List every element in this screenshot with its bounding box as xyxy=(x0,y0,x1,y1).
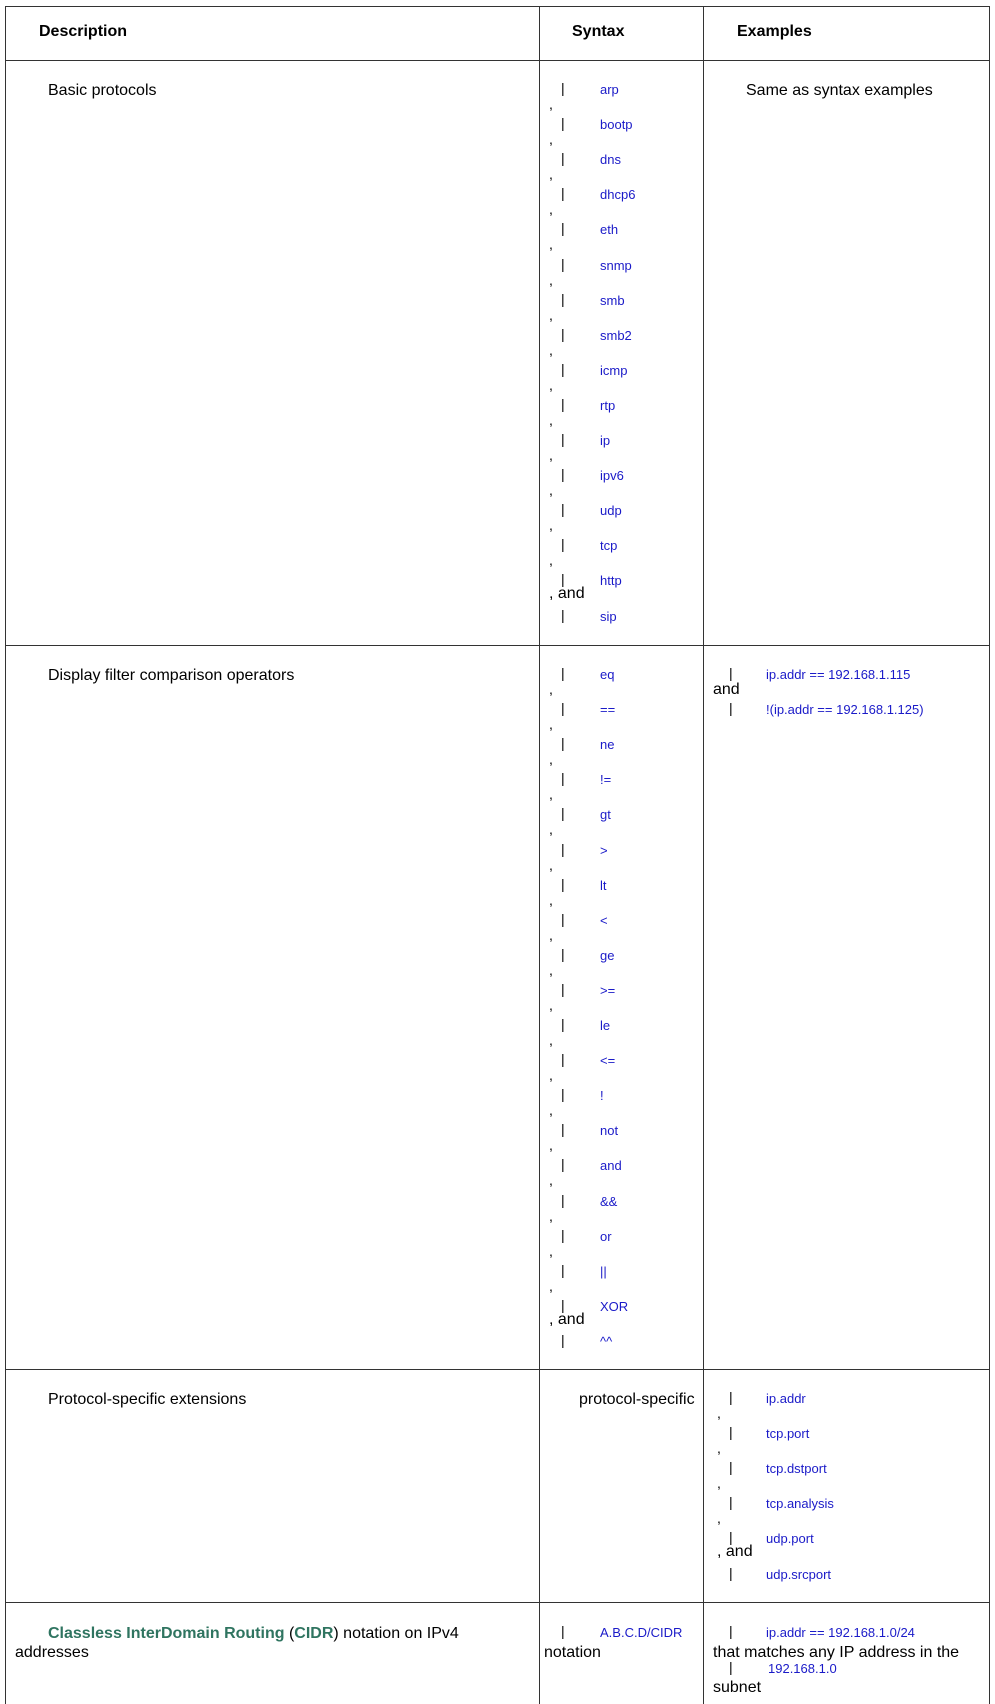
syntax-item[interactable]: or xyxy=(600,1228,612,1244)
comma-separator: , xyxy=(549,482,553,499)
syntax-bar: | xyxy=(561,466,565,483)
syntax-item[interactable]: udp xyxy=(600,503,622,519)
comma-separator: , xyxy=(549,996,553,1013)
syntax-bar: | xyxy=(561,360,565,377)
comma-separator: , xyxy=(549,1277,553,1294)
syntax-item[interactable]: > xyxy=(600,842,608,858)
syntax-bar: | xyxy=(729,1424,733,1441)
example-bar: | xyxy=(729,665,733,681)
syntax-item[interactable]: <= xyxy=(600,1053,616,1069)
comma-separator: , xyxy=(549,786,553,803)
syntax-item[interactable]: tcp.analysis xyxy=(766,1496,834,1512)
example-item[interactable]: ip.addr == 192.168.1.115 xyxy=(766,667,911,682)
comma-separator: , xyxy=(549,552,553,569)
syntax-item[interactable]: ne xyxy=(600,737,615,753)
syntax-bar: | xyxy=(561,501,565,518)
syntax-cidr-suffix: notation xyxy=(544,1644,601,1661)
comma-separator: , xyxy=(549,821,553,838)
syntax-item[interactable]: tcp xyxy=(600,538,618,554)
syntax-bar: | xyxy=(561,115,565,132)
syntax-bar: | xyxy=(561,220,565,237)
comma-separator: , xyxy=(549,1102,553,1119)
header-syntax: Syntax xyxy=(572,23,625,40)
example-bar: | xyxy=(729,700,733,716)
comma-separator: , xyxy=(549,716,553,733)
comma-separator: , xyxy=(549,447,553,463)
syntax-bar: | xyxy=(561,910,565,927)
comma-separator: , xyxy=(549,1242,553,1259)
comma-separator: , xyxy=(549,891,553,908)
syntax-bar: | xyxy=(561,1191,565,1208)
syntax-bar: | xyxy=(561,150,565,167)
syntax-bar: | xyxy=(561,395,565,412)
comma-separator: , xyxy=(717,1510,721,1527)
row-description-protocol-specific: Protocol-specific extensions xyxy=(48,1391,247,1408)
syntax-item[interactable]: eq xyxy=(600,667,615,682)
syntax-bar: | xyxy=(561,1086,565,1103)
comma-separator: , xyxy=(717,1475,721,1492)
row-divider xyxy=(6,645,989,646)
syntax-item[interactable]: lt xyxy=(600,877,607,893)
comma-separator: , xyxy=(549,201,553,218)
syntax-item[interactable]: smb2 xyxy=(600,327,632,343)
syntax-item[interactable]: arp xyxy=(600,82,619,97)
example-subnet-text: subnet xyxy=(713,1679,762,1696)
syntax-bar: | xyxy=(561,185,565,202)
syntax-item[interactable]: >= xyxy=(600,982,616,998)
syntax-item[interactable]: not xyxy=(600,1123,619,1139)
syntax-item[interactable]: ! xyxy=(600,1088,604,1104)
and-separator: , and xyxy=(549,585,585,603)
column-divider xyxy=(539,7,540,1704)
column-divider xyxy=(703,7,704,1704)
syntax-item[interactable]: dns xyxy=(600,152,621,168)
syntax-item[interactable]: snmp xyxy=(600,257,632,273)
syntax-bar: | xyxy=(561,980,565,997)
syntax-item[interactable]: ip xyxy=(600,433,611,448)
comma-separator: , xyxy=(549,1172,553,1189)
syntax-item[interactable]: ipv6 xyxy=(600,468,624,484)
syntax-bar: | xyxy=(561,325,565,342)
syntax-item[interactable]: gt xyxy=(600,807,611,823)
comma-separator: , xyxy=(549,96,553,112)
comma-separator: , xyxy=(549,306,553,323)
header-description: Description xyxy=(39,23,128,40)
syntax-item[interactable]: ip.addr xyxy=(766,1391,806,1406)
syntax-item[interactable]: == xyxy=(600,702,616,718)
comma-separator: , xyxy=(549,341,553,358)
syntax-item[interactable]: < xyxy=(600,912,608,928)
syntax-bar: | xyxy=(561,700,565,717)
and-separator: , and xyxy=(549,1310,585,1328)
and-separator: and xyxy=(713,681,740,698)
comma-separator: , xyxy=(549,961,553,978)
row-description-basic-protocols: Basic protocols xyxy=(48,82,157,99)
syntax-bar: | xyxy=(561,1296,565,1313)
syntax-bar: | xyxy=(561,1016,565,1032)
syntax-bar: | xyxy=(561,1261,565,1278)
row-divider xyxy=(6,1602,989,1603)
syntax-bar: | xyxy=(561,1226,565,1243)
syntax-bar: | xyxy=(729,1564,733,1581)
syntax-bar: | xyxy=(561,1051,565,1068)
syntax-item[interactable]: le xyxy=(600,1018,611,1033)
syntax-bar: | xyxy=(561,805,565,822)
syntax-bar: | xyxy=(561,255,565,272)
comma-separator: , xyxy=(549,751,553,768)
comma-separator: , xyxy=(549,681,553,697)
syntax-bar: | xyxy=(561,840,565,857)
comma-separator: , xyxy=(549,1032,553,1048)
syntax-item[interactable]: sip xyxy=(600,608,617,624)
cidr-link[interactable]: Classless InterDomain Routing xyxy=(48,1625,285,1642)
syntax-bar: | xyxy=(729,1459,733,1476)
examples-basic-protocols: Same as syntax examples xyxy=(746,82,933,99)
comma-separator: , xyxy=(549,236,553,253)
syntax-item[interactable]: and xyxy=(600,1158,622,1174)
example-item[interactable]: !(ip.addr == 192.168.1.125) xyxy=(766,702,924,717)
example-bar: | xyxy=(729,1659,733,1675)
syntax-bar: | xyxy=(561,665,565,681)
cidr-description-text: ) notation on IPv4 xyxy=(333,1625,459,1642)
row-description-cidr xyxy=(48,1624,459,1643)
syntax-bar: | xyxy=(729,1494,733,1511)
syntax-item[interactable]: ^^ xyxy=(600,1333,613,1349)
syntax-item[interactable]: udp.port xyxy=(766,1531,814,1547)
row-divider xyxy=(6,1369,989,1370)
syntax-item[interactable]: != xyxy=(600,772,612,788)
header-examples: Examples xyxy=(737,23,812,40)
syntax-bar: | xyxy=(561,1623,565,1639)
comma-separator: , xyxy=(549,376,553,393)
syntax-item[interactable]: ge xyxy=(600,947,615,963)
comma-separator: , xyxy=(717,1405,721,1421)
comma-separator: , xyxy=(549,856,553,873)
syntax-item[interactable]: || xyxy=(600,1263,607,1279)
syntax-protocol-specific: protocol-specific xyxy=(579,1391,695,1408)
syntax-bar: | xyxy=(729,1389,733,1405)
syntax-bar: | xyxy=(561,735,565,752)
cidr-abbrev-link[interactable]: CIDR xyxy=(294,1625,334,1642)
syntax-bar: | xyxy=(561,1156,565,1173)
comma-separator: , xyxy=(549,1067,553,1084)
syntax-item[interactable]: rtp xyxy=(600,397,616,413)
paren-open: ( xyxy=(284,1625,295,1642)
syntax-cidr-code[interactable]: A.B.C.D/CIDR xyxy=(600,1625,683,1640)
syntax-item[interactable]: udp.srcport xyxy=(766,1566,832,1582)
syntax-bar: | xyxy=(561,571,565,588)
and-separator: , and xyxy=(717,1543,753,1561)
syntax-bar: | xyxy=(729,1529,733,1546)
syntax-bar: | xyxy=(561,1121,565,1138)
cidr-description-continued: addresses xyxy=(15,1644,89,1661)
syntax-bar: | xyxy=(561,536,565,553)
comma-separator: , xyxy=(549,1137,553,1154)
syntax-bar: | xyxy=(561,875,565,892)
row-description-comparison-operators: Display filter comparison operators xyxy=(48,667,295,684)
row-divider xyxy=(6,60,989,61)
syntax-bar: | xyxy=(561,431,565,447)
comma-separator: , xyxy=(549,411,553,428)
example-cidr-text: that matches any IP address in the xyxy=(713,1644,960,1661)
example-cidr-code[interactable]: ip.addr == 192.168.1.0/24 xyxy=(766,1625,915,1640)
syntax-item[interactable]: && xyxy=(600,1193,618,1209)
comma-separator: , xyxy=(549,1207,553,1224)
comma-separator: , xyxy=(549,517,553,534)
syntax-item[interactable]: XOR xyxy=(600,1298,629,1314)
syntax-bar: | xyxy=(561,945,565,962)
syntax-item[interactable]: icmp xyxy=(600,362,628,378)
comma-separator: , xyxy=(549,926,553,943)
syntax-item[interactable]: tcp.dstport xyxy=(766,1461,827,1477)
syntax-item[interactable]: eth xyxy=(600,222,619,238)
syntax-bar: | xyxy=(561,290,565,307)
syntax-item[interactable]: tcp.port xyxy=(766,1426,810,1442)
syntax-item[interactable]: bootp xyxy=(600,117,633,133)
syntax-bar: | xyxy=(561,770,565,787)
comma-separator: , xyxy=(549,271,553,288)
example-subnet-code[interactable]: 192.168.1.0 xyxy=(768,1661,837,1676)
example-bar: | xyxy=(729,1623,733,1639)
syntax-item[interactable]: smb xyxy=(600,292,625,308)
comma-separator: , xyxy=(717,1440,721,1457)
syntax-bar: | xyxy=(561,80,565,96)
syntax-item[interactable]: dhcp6 xyxy=(600,187,636,203)
syntax-bar: | xyxy=(561,606,565,623)
filter-syntax-table xyxy=(5,6,990,1704)
comma-separator: , xyxy=(549,166,553,183)
syntax-bar: | xyxy=(561,1331,565,1348)
syntax-item[interactable]: http xyxy=(600,573,622,589)
comma-separator: , xyxy=(549,131,553,148)
